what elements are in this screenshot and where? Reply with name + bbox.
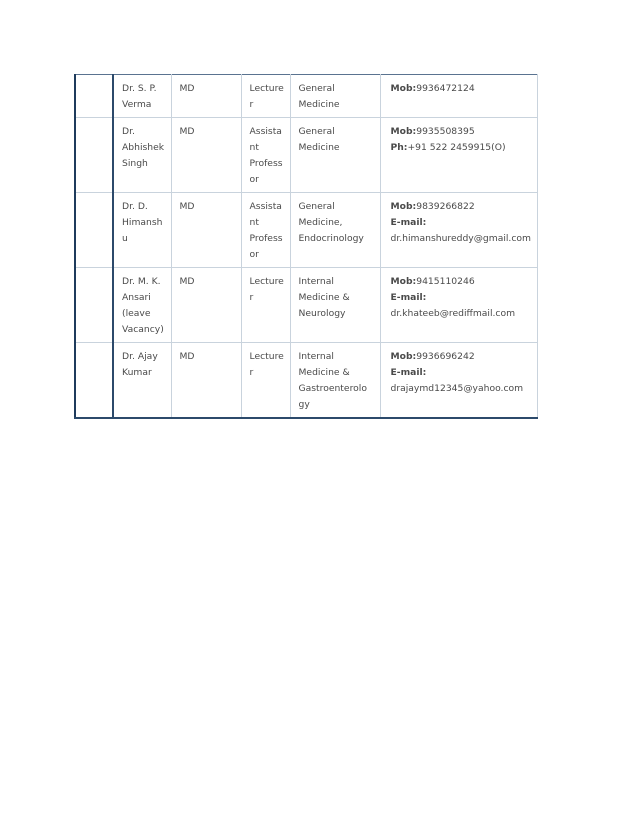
mobile-number: 9936696242 [416,351,475,362]
name-cell-line: Dr. S. P. [122,83,157,94]
table-row [75,75,537,118]
contact-cell [380,75,537,118]
designation-cell-line: or [249,174,259,185]
email-address[interactable]: dr.khateeb@rediffmail.com [390,308,516,319]
contact-cell [380,193,537,268]
mobile-label: Mob: [390,351,417,362]
phone-label: Ph: [390,142,408,153]
designation-cell [241,193,290,268]
qualification-cell [171,193,241,268]
designation-cell-line: Lecture [249,276,284,287]
qualification-text: MD [179,83,195,94]
mobile-label: Mob: [390,83,417,94]
department-cell [290,268,380,343]
mobile-line [391,124,534,140]
name-cell [113,268,171,343]
table-row [75,268,537,343]
department-cell-line: General [298,201,335,212]
email-label: E-mail: [390,367,427,378]
designation-cell-line: Profess [249,233,283,244]
serial-cell [75,118,113,193]
department-cell-line: Medicine [298,99,340,110]
name-cell-line: Ansari [122,292,151,303]
mobile-number: 9935508395 [416,126,475,137]
department-cell [290,75,380,118]
mobile-line [391,81,534,97]
serial-cell [75,268,113,343]
name-cell-line: u [122,233,128,244]
name-cell [113,75,171,118]
contact-cell [380,118,537,193]
mobile-label: Mob: [390,201,417,212]
designation-cell-line: r [249,292,254,303]
mobile-line [391,274,534,290]
designation-cell [241,118,290,193]
department-cell [290,343,380,419]
mobile-number: 9839266822 [416,201,475,212]
name-cell-line: Abhishek [122,142,165,153]
name-cell-line: Verma [122,99,152,110]
department-cell-line: Endocrinology [298,233,364,244]
qualification-text: MD [179,126,195,137]
designation-cell-line: Lecture [249,351,284,362]
name-cell-line: Dr. M. K. [122,276,161,287]
qualification-text: MD [179,201,195,212]
department-cell-line: gy [298,399,310,410]
department-cell [290,193,380,268]
serial-cell [75,343,113,419]
mobile-number: 9415110246 [416,276,475,287]
designation-cell-line: r [249,99,254,110]
mobile-number: 9936472124 [416,83,475,94]
qualification-cell [171,75,241,118]
mobile-label: Mob: [390,276,417,287]
phone-line [391,140,534,156]
serial-cell [75,75,113,118]
department-cell-line: Gastroenterolo [298,383,367,394]
designation-cell-line: Profess [249,158,283,169]
department-cell-line: Internal [298,351,334,362]
designation-cell-line: nt [249,142,259,153]
name-cell [113,118,171,193]
name-cell-line: Himansh [122,217,163,228]
department-cell-line: Internal [298,276,334,287]
contact-cell [380,268,537,343]
name-cell [113,193,171,268]
department-cell-line: Neurology [298,308,346,319]
qualification-text: MD [179,276,195,287]
designation-cell-line: Lecture [249,83,284,94]
designation-cell [241,75,290,118]
designation-cell-line: r [249,367,254,378]
department-cell-line: General [298,126,335,137]
qualification-text: MD [179,351,195,362]
email-label: E-mail: [390,292,427,303]
mobile-label: Mob: [390,126,417,137]
name-cell-line: Dr. Ajay [122,351,158,362]
email-label: E-mail: [390,217,427,228]
name-cell-line: Dr. [122,126,135,137]
faculty-table-body [75,75,537,419]
table-row [75,118,537,193]
name-cell-line: Vacancy) [122,324,164,335]
department-cell-line: General [298,83,335,94]
mobile-line [391,349,534,365]
qualification-cell [171,268,241,343]
designation-cell-line: Assista [249,201,282,212]
designation-cell-line: nt [249,217,259,228]
name-cell-line: Singh [122,158,148,169]
name-cell-line: Kumar [122,367,152,378]
designation-cell-line: Assista [249,126,282,137]
mobile-line [391,199,534,215]
department-cell-line: Medicine & [298,367,350,378]
department-cell-line: Medicine, [298,217,343,228]
name-cell-line: Dr. D. [122,201,148,212]
department-cell-line: Medicine [298,142,340,153]
department-cell [290,118,380,193]
name-cell-line: (leave [122,308,151,319]
designation-cell-line: or [249,249,259,260]
name-cell [113,343,171,419]
serial-cell [75,193,113,268]
designation-cell [241,268,290,343]
table-row [75,193,537,268]
designation-cell [241,343,290,419]
qualification-cell [171,343,241,419]
email-address[interactable]: drajaymd12345@yahoo.com [390,383,524,394]
faculty-table [74,74,538,419]
contact-cell [380,343,537,419]
table-row [75,343,537,419]
email-address[interactable]: dr.himanshureddy@gmail.com [390,233,531,244]
phone-number: +91 522 2459915(O) [407,142,506,153]
qualification-cell [171,118,241,193]
department-cell-line: Medicine & [298,292,350,303]
